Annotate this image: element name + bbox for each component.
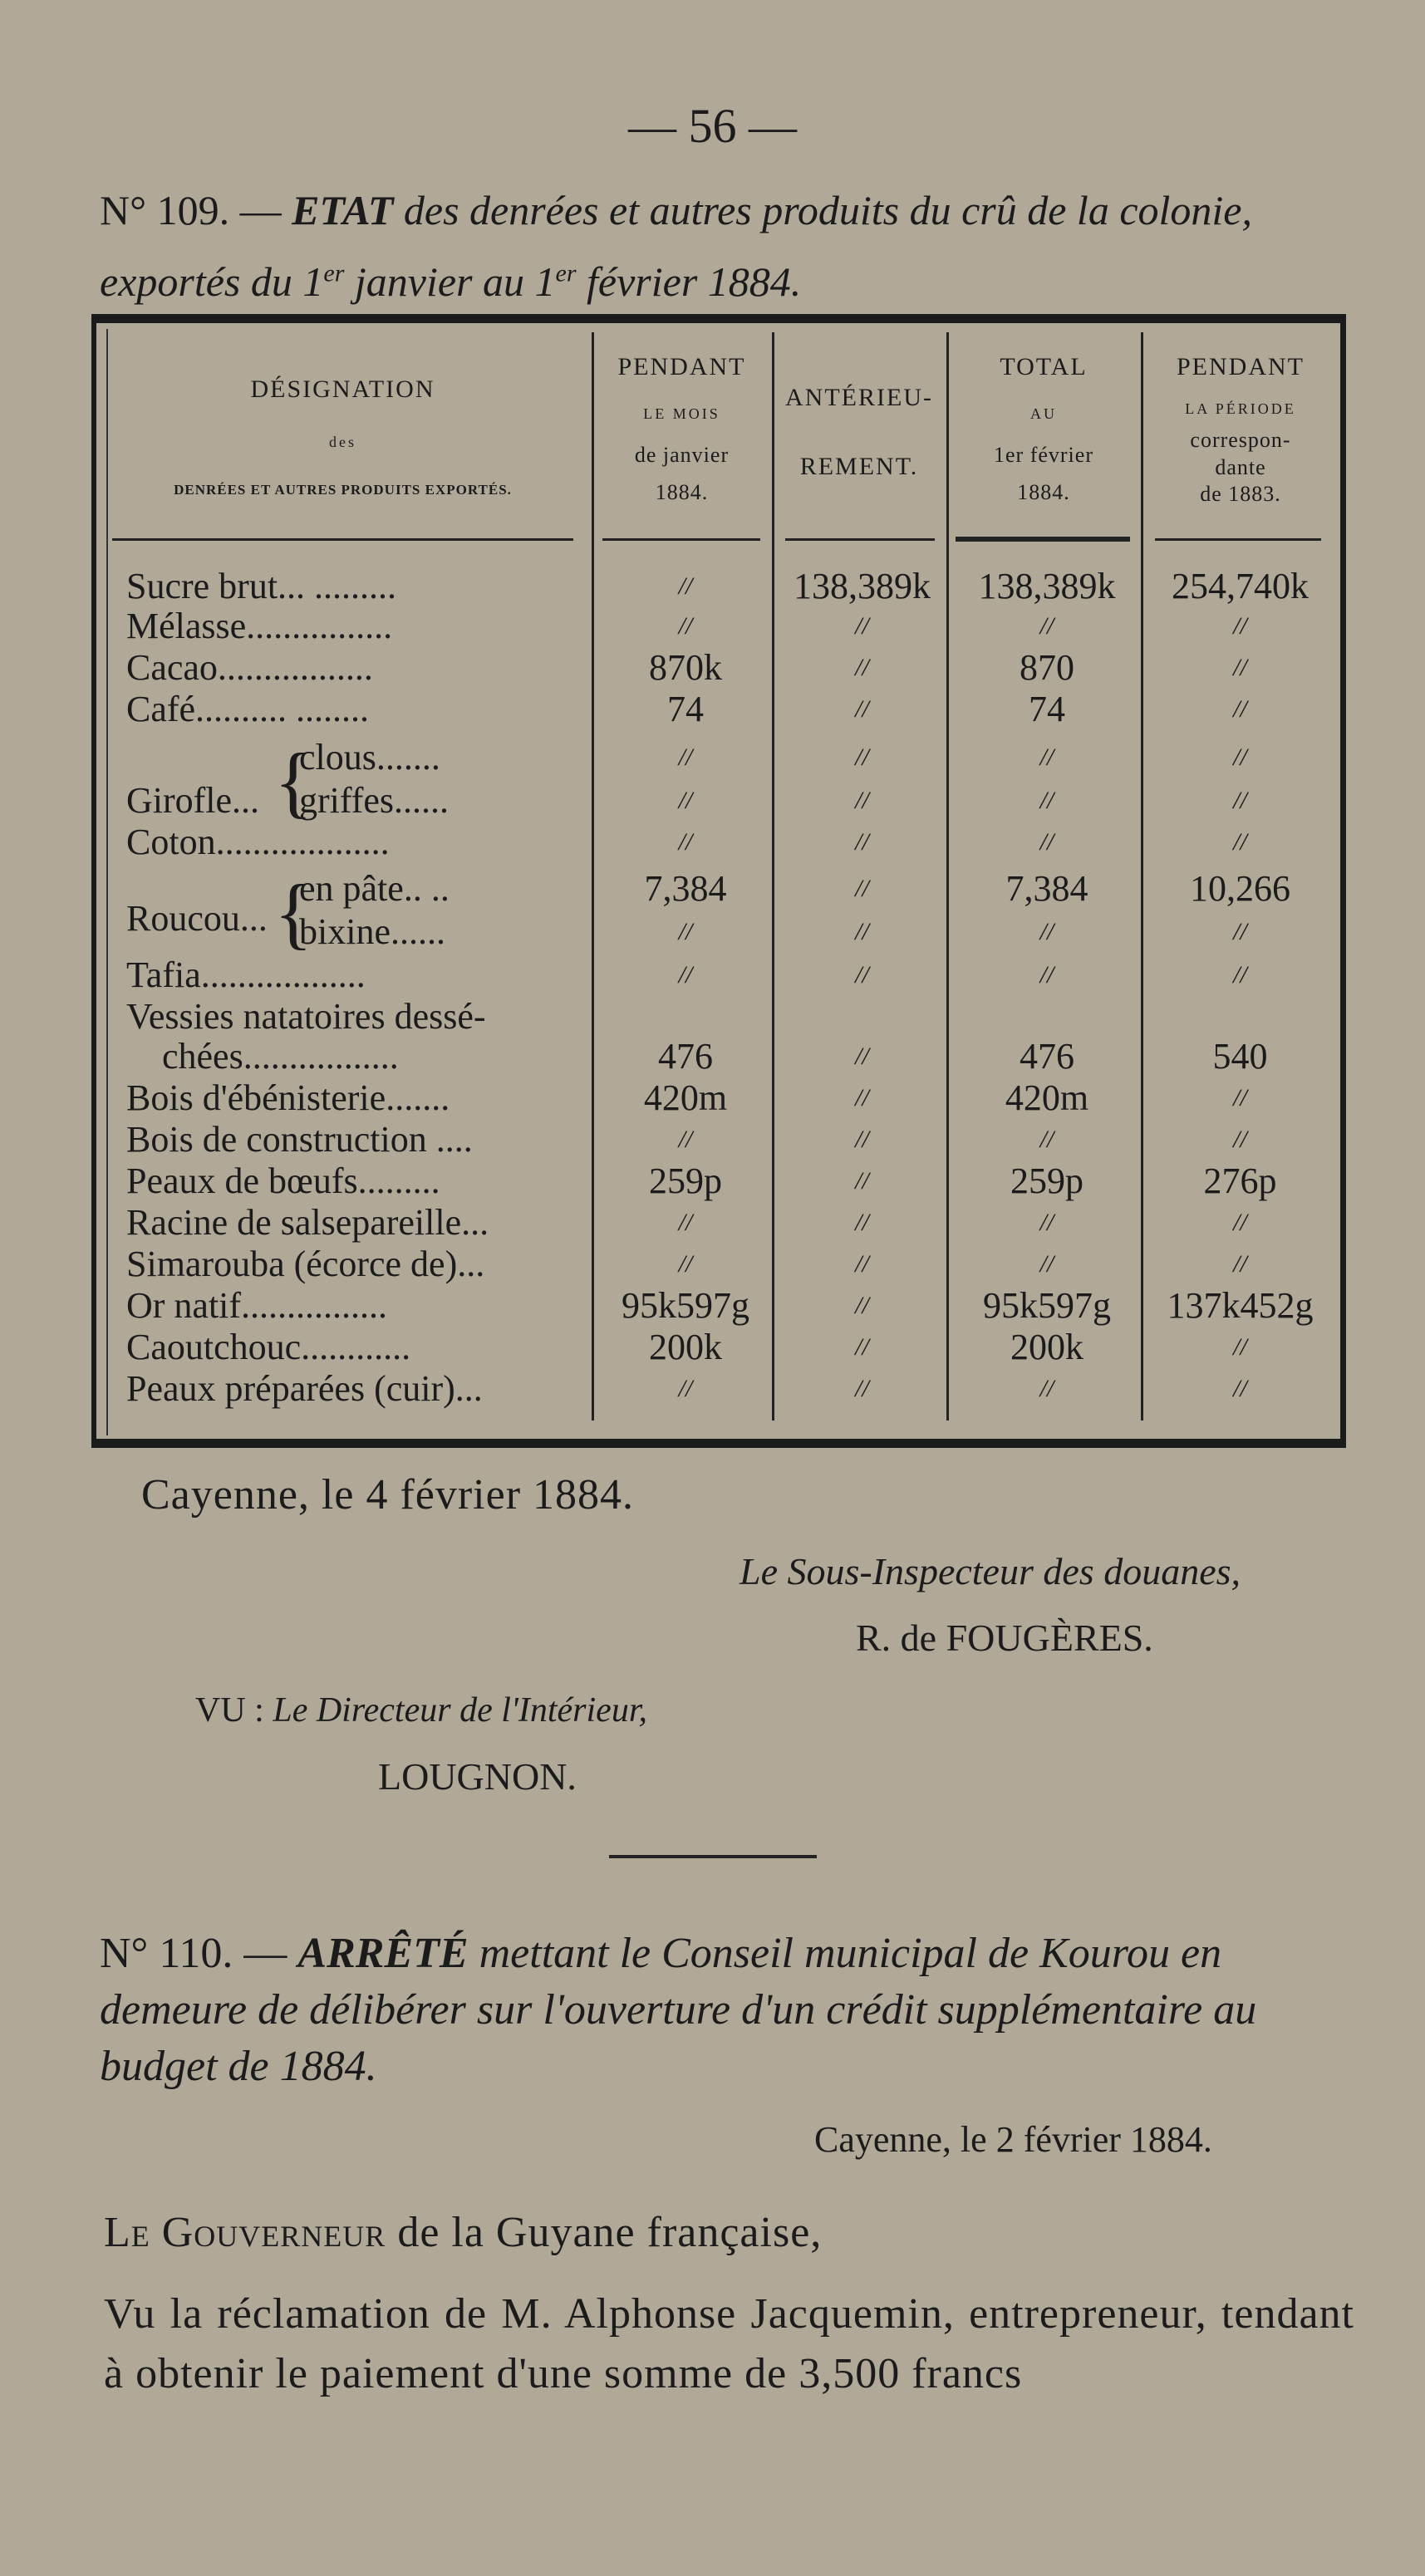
group-label-roucou: Roucou... xyxy=(126,898,268,939)
table-row xyxy=(0,1078,1425,1118)
table-row xyxy=(0,1037,1425,1077)
cell-v4: 10,266 xyxy=(1190,868,1290,909)
cell-v1: 870k xyxy=(649,647,722,688)
sup-er: er xyxy=(323,259,345,287)
cell-v3: // xyxy=(1039,612,1054,640)
header-separator xyxy=(112,538,573,541)
table-row xyxy=(0,738,1425,778)
gouverneur-rest: de la Guyane française, xyxy=(386,2209,823,2256)
row-label: Or natif................ xyxy=(126,1286,388,1326)
cell-v1: 74 xyxy=(667,689,704,729)
place-date-110: Cayenne, le 2 février 1884. xyxy=(814,2119,1212,2160)
cell-v1: // xyxy=(678,1250,693,1278)
cell-v4: 540 xyxy=(1212,1036,1268,1077)
cell-v2: 138,389k xyxy=(794,566,931,606)
brace-roucou: { xyxy=(274,868,313,957)
page-number: — 56 — xyxy=(628,99,797,153)
cell-v3: 74 xyxy=(1029,689,1065,729)
row-label: Tafia.................. xyxy=(126,955,366,995)
header-col3-line1: TOTAL xyxy=(1000,353,1088,380)
header-col3-line3: 1er février xyxy=(994,443,1093,467)
cell-v3: // xyxy=(1039,918,1054,945)
header-col4-line5: de 1883. xyxy=(1200,482,1281,506)
cell-v4: // xyxy=(1233,654,1247,681)
header-designation-des: des xyxy=(329,434,356,450)
header-col1-line2: LE MOIS xyxy=(643,405,720,422)
cell-v1: 200k xyxy=(649,1327,722,1367)
cell-v4: // xyxy=(1233,918,1247,945)
cell-v4: // xyxy=(1233,1250,1247,1278)
doc-title-part3: février 1884. xyxy=(576,258,802,305)
brace-girofle: { xyxy=(274,737,313,826)
cell-v1: // xyxy=(678,828,693,856)
signer-name: R. de FOUGÈRES. xyxy=(856,1617,1153,1659)
cell-v1: // xyxy=(678,918,693,945)
row-label: en pâte.. .. xyxy=(299,869,450,909)
cell-v2: // xyxy=(855,654,869,681)
table-row xyxy=(0,567,1425,606)
place-date-109: Cayenne, le 4 février 1884. xyxy=(141,1471,635,1519)
cell-v2: // xyxy=(855,787,869,814)
cell-v1: 7,384 xyxy=(644,868,727,909)
row-label: Café.......... ........ xyxy=(126,689,370,729)
header-col4-line2: LA PÉRIODE xyxy=(1185,400,1296,417)
gouverneur-line xyxy=(104,2208,822,2257)
table-row xyxy=(0,955,1425,995)
header-designation-sub: DENRÉES ET AUTRES PRODUITS EXPORTÉS. xyxy=(174,482,512,498)
row-label: Cacao................. xyxy=(126,648,373,688)
section-rule xyxy=(609,1855,817,1858)
doc-number: N° 109. — xyxy=(100,187,282,233)
row-label: bixine...... xyxy=(299,912,445,952)
cell-v1: // xyxy=(678,961,693,989)
cell-v3: // xyxy=(1039,743,1054,771)
cell-v3: // xyxy=(1039,1209,1054,1236)
gouverneur-title: Le Gouverneur xyxy=(104,2209,386,2256)
header-separator xyxy=(956,537,1130,542)
cell-v2: // xyxy=(855,743,869,771)
cell-v4: 254,740k xyxy=(1172,566,1309,606)
cell-v4: // xyxy=(1233,695,1247,723)
cell-v4: // xyxy=(1233,743,1247,771)
cell-v3: 259p xyxy=(1010,1160,1083,1201)
row-label: Peaux préparées (cuir)... xyxy=(126,1369,483,1409)
cell-v2: // xyxy=(855,1043,869,1070)
doc-title: mettant le Conseil municipal de Kourou en demeure de délibérer sur l'ouverture d'un crédit supplémentaire au budget de 1884. xyxy=(100,1930,1257,2090)
header-col1-line4: 1884. xyxy=(655,480,709,504)
cell-v3: 420m xyxy=(1005,1077,1089,1118)
table-row xyxy=(0,1161,1425,1201)
cell-v2: // xyxy=(855,1333,869,1361)
cell-v1: // xyxy=(678,1209,693,1236)
cell-v3: // xyxy=(1039,1375,1054,1402)
header-designation: DÉSIGNATION xyxy=(250,375,435,403)
row-label: Bois de construction .... xyxy=(126,1120,473,1160)
cell-v4: // xyxy=(1233,1084,1247,1111)
cell-v3: // xyxy=(1039,828,1054,856)
cell-v2: // xyxy=(855,1084,869,1111)
row-label: Bois d'ébénisterie....... xyxy=(126,1078,450,1118)
table-row xyxy=(0,1244,1425,1284)
table-row xyxy=(0,648,1425,688)
cell-v2: // xyxy=(855,612,869,640)
body-paragraph: Vu la réclamation de M. Alphonse Jacquemin, entrepreneur, tendant à obtenir le paiement d'une somme de 3,500 francs xyxy=(104,2290,1354,2397)
header-separator xyxy=(602,538,760,541)
cell-v4: // xyxy=(1233,961,1247,989)
doc-title-part1: des denrées et autres produits du crû de la colonie, exportés du 1 xyxy=(100,187,1252,305)
row-label: Racine de salsepareille... xyxy=(126,1203,489,1243)
table-row xyxy=(0,997,1425,1037)
cell-v4: // xyxy=(1233,1126,1247,1153)
header-col3-line2: AU xyxy=(1030,405,1057,422)
cell-v1: // xyxy=(678,743,693,771)
table-row xyxy=(0,1203,1425,1243)
row-label: clous....... xyxy=(299,738,440,778)
cell-v4: // xyxy=(1233,1333,1247,1361)
row-label: Sucre brut... ......... xyxy=(126,567,397,606)
table-row xyxy=(0,689,1425,729)
header-col1-line3: de janvier xyxy=(634,443,730,467)
doc-type: ETAT xyxy=(292,187,394,233)
cell-v1: // xyxy=(678,1375,693,1402)
doc-number: N° 110. — xyxy=(100,1930,287,1977)
vu-title: Le Directeur de l'Intérieur, xyxy=(273,1691,648,1730)
cell-v3: // xyxy=(1039,961,1054,989)
cell-v2: // xyxy=(855,918,869,945)
cell-v2: // xyxy=(855,1209,869,1236)
doc-type: ARRÊTÉ xyxy=(297,1930,469,1977)
cell-v2: // xyxy=(855,1167,869,1195)
row-label: Peaux de bœufs......... xyxy=(126,1161,440,1201)
cell-v1: 259p xyxy=(649,1160,722,1201)
row-label: Simarouba (écorce de)... xyxy=(126,1244,485,1284)
cell-v2: // xyxy=(855,695,869,723)
header-col2-line2: REMENT. xyxy=(799,453,919,480)
row-label: Coton................... xyxy=(126,822,390,862)
cell-v3: 476 xyxy=(1020,1036,1074,1077)
cell-v1: 420m xyxy=(643,1077,728,1118)
cell-v4: // xyxy=(1233,828,1247,856)
cell-v4: 276p xyxy=(1203,1160,1277,1201)
cell-v2: // xyxy=(855,1126,869,1153)
cell-v2: // xyxy=(855,1375,869,1402)
cell-v2: // xyxy=(855,1250,869,1278)
cell-v3: // xyxy=(1039,1250,1054,1278)
cell-v3: 95k597g xyxy=(983,1285,1111,1326)
document-heading-109 xyxy=(100,174,1363,317)
cell-v1: // xyxy=(678,612,693,640)
table-row xyxy=(0,1369,1425,1409)
table-row xyxy=(0,1286,1425,1326)
cell-v1: 476 xyxy=(658,1036,713,1077)
row-label: griffes...... xyxy=(299,781,450,821)
row-label: Vessies natatoires dessé- xyxy=(126,997,486,1037)
doc-title-part2: janvier au 1 xyxy=(344,258,556,305)
document-heading-110 xyxy=(100,1926,1363,2095)
table-row xyxy=(0,606,1425,646)
header-col4-line4: dante xyxy=(1215,455,1266,479)
header-separator xyxy=(1155,538,1321,541)
row-label: Mélasse................ xyxy=(126,606,393,646)
cell-v4: // xyxy=(1233,1375,1247,1402)
cell-v1: 95k597g xyxy=(622,1285,749,1326)
cell-v2: // xyxy=(855,828,869,856)
vu-line xyxy=(195,1690,647,1730)
header-separator xyxy=(785,538,935,541)
sup-er: er xyxy=(555,259,577,287)
row-label: chées................. xyxy=(162,1037,399,1077)
cell-v4: // xyxy=(1233,612,1247,640)
table-row xyxy=(0,1327,1425,1367)
header-col4-line3: correspon- xyxy=(1190,428,1291,452)
cell-v3: 870 xyxy=(1020,647,1074,688)
group-label-girofle: Girofle... xyxy=(126,780,260,821)
cell-v3: 200k xyxy=(1010,1327,1083,1367)
cell-v3: 138,389k xyxy=(978,566,1116,606)
table-row xyxy=(0,1120,1425,1160)
table-row xyxy=(0,822,1425,862)
cell-v4: // xyxy=(1233,1209,1247,1236)
cell-v2: // xyxy=(855,1292,869,1319)
cell-v4: // xyxy=(1233,787,1247,814)
header-col4-line1: PENDANT xyxy=(1177,353,1305,380)
cell-v1: // xyxy=(678,1126,693,1153)
cell-v1: // xyxy=(678,572,693,600)
cell-v1: // xyxy=(678,787,693,814)
row-label: Caoutchouc............ xyxy=(126,1327,411,1367)
vu-name: LOUGNON. xyxy=(378,1755,577,1798)
cell-v3: 7,384 xyxy=(1005,868,1088,909)
header-col1-line1: PENDANT xyxy=(617,353,746,380)
header-col2-line1: ANTÉRIEU- xyxy=(785,384,933,411)
cell-v3: // xyxy=(1039,787,1054,814)
cell-v2: // xyxy=(855,875,869,902)
cell-v4: 137k452g xyxy=(1167,1285,1314,1326)
cell-v2: // xyxy=(855,961,869,989)
cell-v3: // xyxy=(1039,1126,1054,1153)
header-col3-line4: 1884. xyxy=(1017,480,1070,504)
vu-label: VU : xyxy=(195,1691,264,1730)
signer-title: Le Sous-Inspecteur des douanes, xyxy=(740,1550,1241,1592)
